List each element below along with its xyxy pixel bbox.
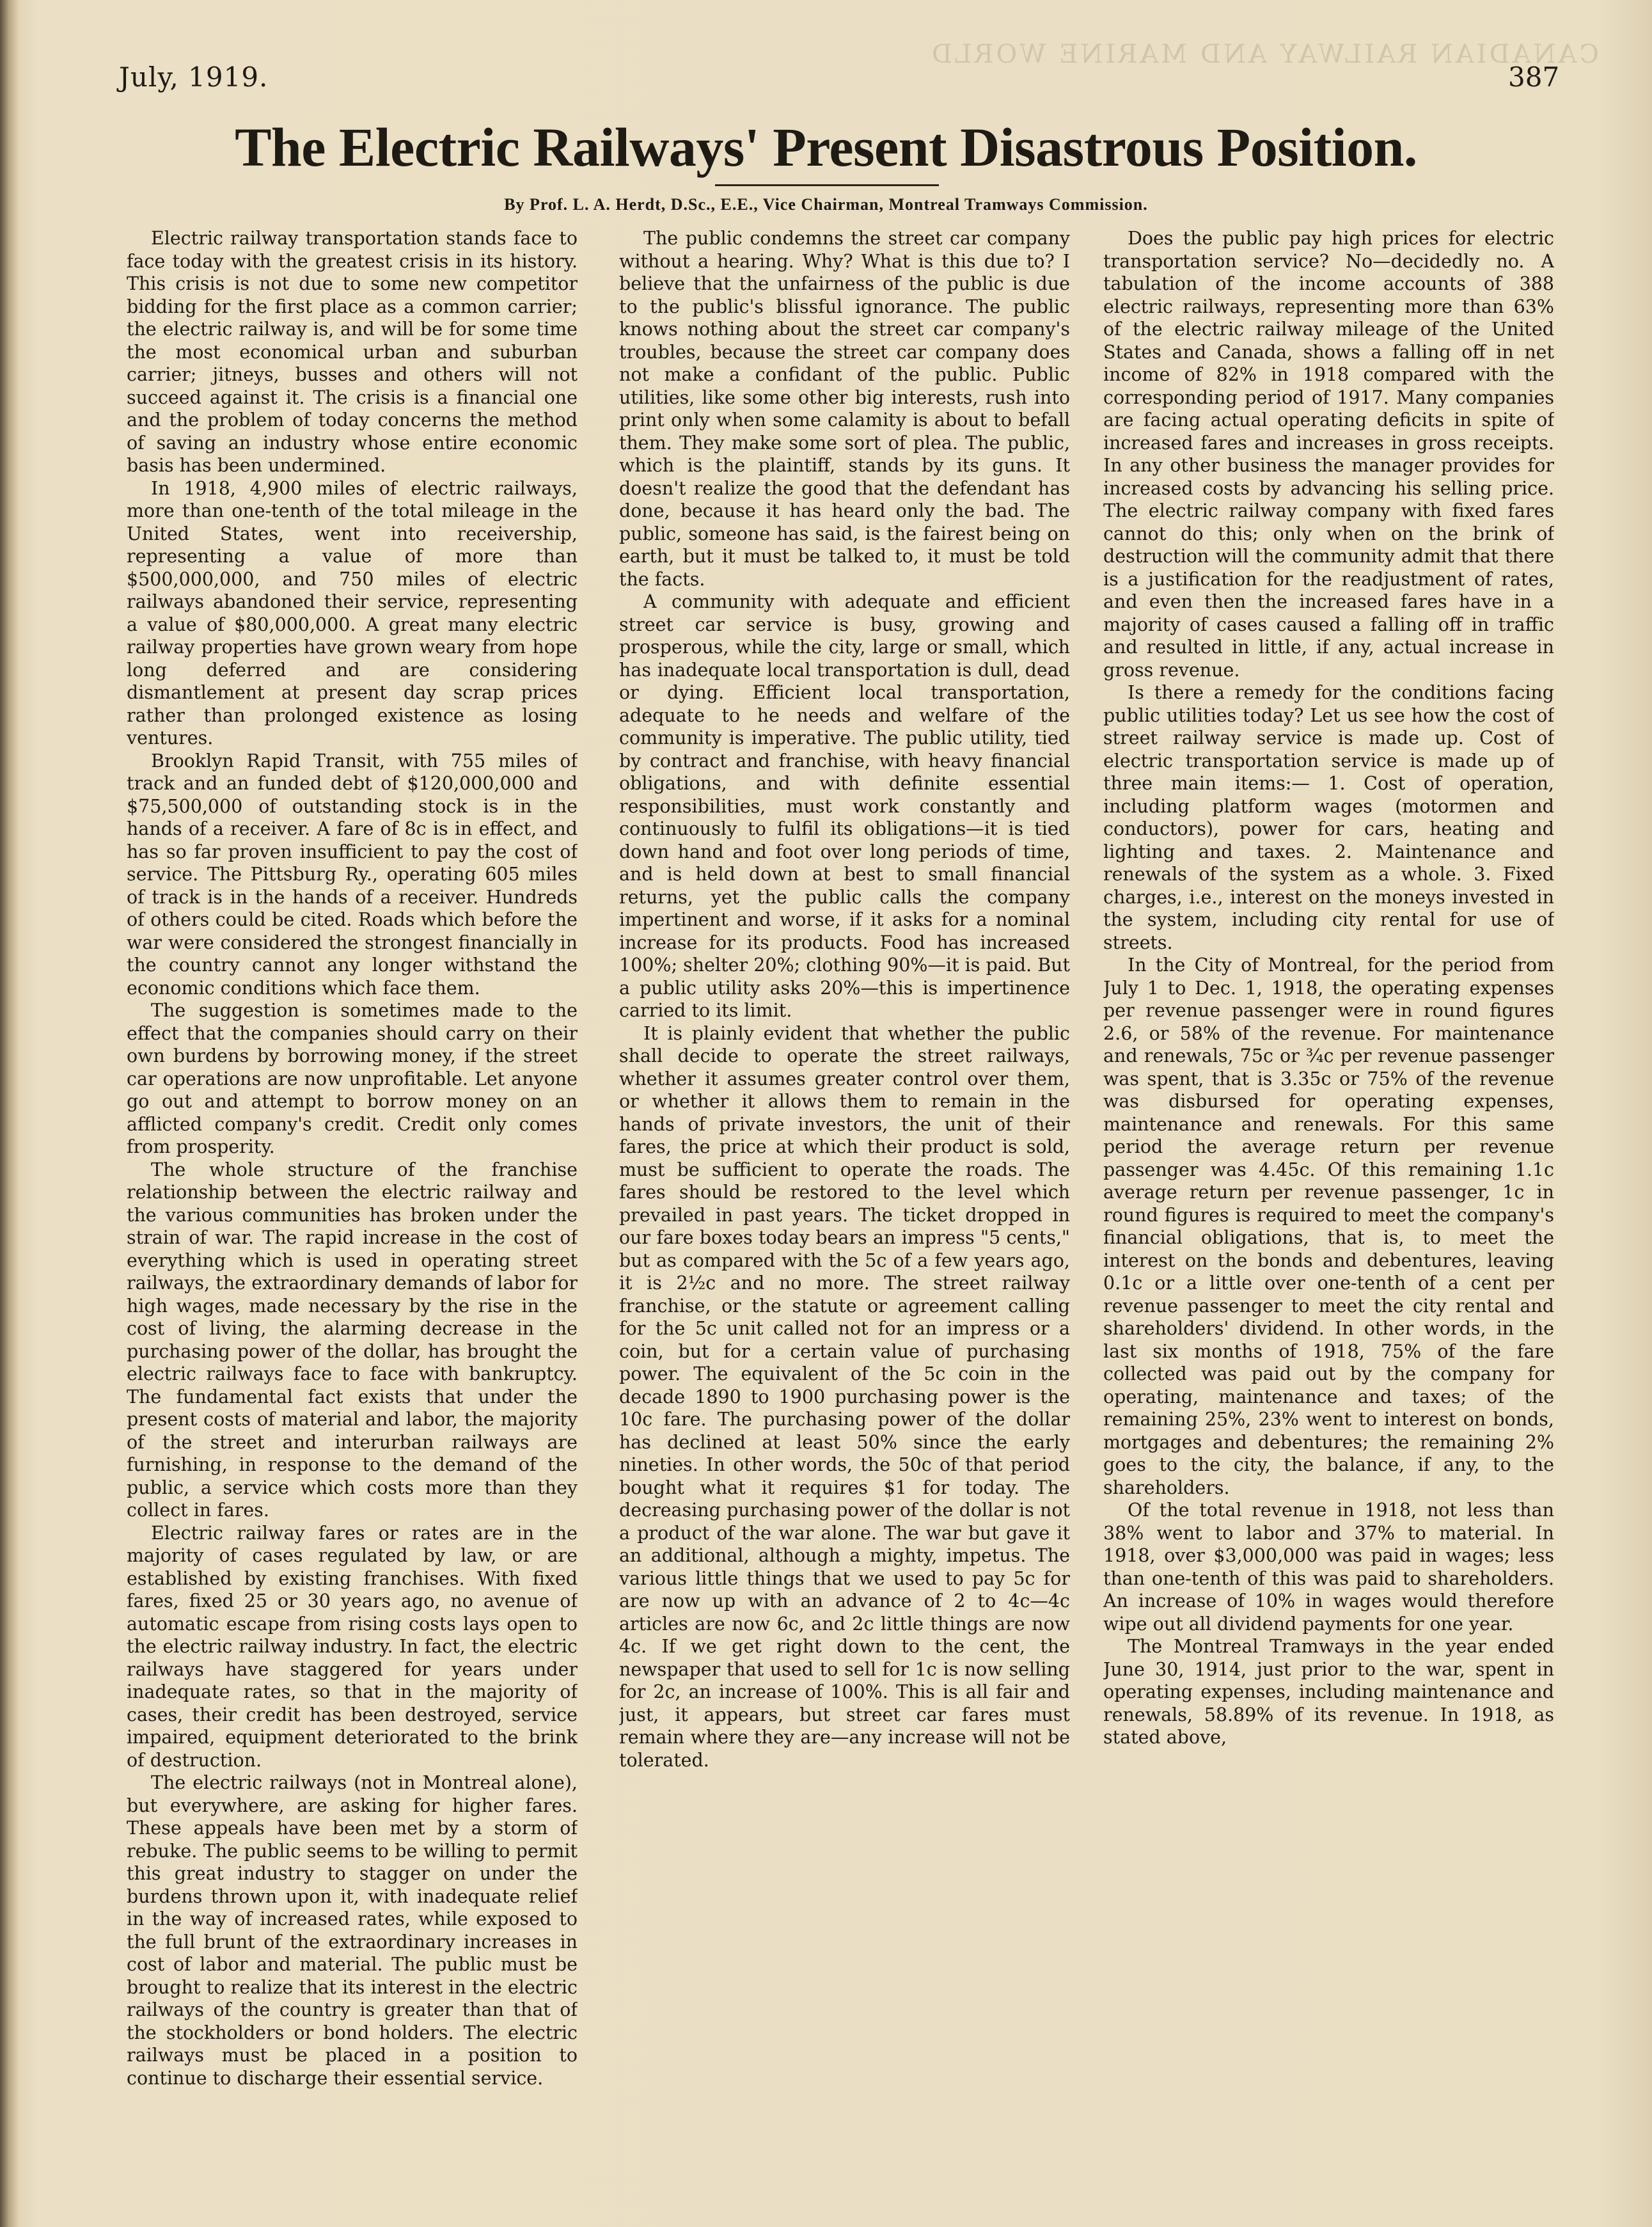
issue-date: July, 1919. — [119, 61, 269, 93]
paragraph: It is plainly evident that whether the public shall decide to operate the street railways, whether it assumes greater control over them, or whether it allows them to remain in the hands of private investors, the unit of their fares, the price at which their product is sold, must be sufficient to operate the roads. The fares should be restored to the level which prevailed in past years. The ticket dropped in our fare boxes today bears an impress "5 cents," but as compared with the 5c of a few years ago, it is 2½c and no more. The street railway franchise, or the statute or agreement calling for the 5c unit called not for an impress or a coin, but for a certain value of purchasing power. The equivalent of the 5c coin in the decade 1890 to 1900 purchasing power is the 10c fare. The purchasing power of the dollar has declined at least 50% since the early nineties. In other words, the 50c of that period bought what it requires $1 for today. The decreasing purchasing power of the dollar is not a product of the war alone. The war but gave it an additional, although a mighty, impetus. The various little things that we used to pay 5c for are now up with an advance of 2 to 4c—4c articles are now 6c, and 2c little things are now 4c. If we get right down to the cent, the newspaper that used to sell for 1c is now selling for 2c, an increase of 100%. This is all fair and just, it appears, but street car fares must remain where they are—any increase will not be tolerated. — [619, 1022, 1070, 1771]
article-byline: By Prof. L. A. Herdt, D.Sc., E.E., Vice Chairman, Montreal Tramways Commission. — [504, 195, 1148, 214]
paragraph: Electric railway fares or rates are in the majority of cases regulated by law, or are established by existing franchises. With fixed fares, fixed 25 or 30 years ago, no avenue of automatic escape from rising costs lays open to the electric railway industry. In fact, the electric railways have staggered for years under inadequate rates, so that in the majority of cases, their credit has been destroyed, service impaired, equipment deteriorated to the brink of destruction. — [127, 1522, 578, 1771]
paragraph: The whole structure of the franchise relationship between the electric railway and the various communities has broken under the strain of war. The rapid increase in the cost of everything which is used in operating street railways, the extraordinary demands of labor for high wages, made necessary by the rise in the cost of living, the alarming decrease in the purchasing power of the dollar, has brought the electric railways face to face with bankruptcy. The fundamental fact exists that under the present costs of material and labor, the majority of the street and interurban railways are furnishing, in response to the demand of the public, a service which costs more than they collect in fares. — [127, 1159, 578, 1521]
paragraph: The suggestion is sometimes made to the effect that the companies should carry on their own burdens by borrowing money, if the street car operations are now unprofitable. Let anyone go out and attempt to borrow money on an afflicted company's credit. Credit only comes from prosperity. — [127, 1000, 578, 1157]
title-rule — [715, 184, 939, 186]
column-3 — [1103, 227, 1554, 2198]
paragraph: Is there a remedy for the conditions facing public utilities today? Let us see how the cost of street railway service is made up. Cost of electric transportation service is made up of three main items:— 1. Cost of operation, including platform wages (motormen and conductors), power for cars, heating and lighting and taxes. 2. Maintenance and renewals of the system as a whole. 3. Fixed charges, i.e., interest on the moneys invested in the system, including city rental for use of streets. — [1103, 682, 1554, 953]
paragraph: In the City of Montreal, for the period from July 1 to Dec. 1, 1918, the operating expenses per revenue passenger were in round figures 2.6, or 58% of the revenue. For maintenance and renewals, 75c or ¾c per revenue passenger was spent, that is 3.35c or 75% of the revenue was disbursed for operating expenses, maintenance and renewals. For this same period the average return per revenue passenger was 4.45c. Of this remaining 1.1c average return per revenue passenger, 1c in round figures is required to meet the company's financial obligations, that is, to meet the interest on the bonds and debentures, leaving 0.1c or a little over one-tenth of a cent per revenue passenger to meet the city rental and shareholders' dividend. In other words, in the last six months of 1918, 75% of the fare collected was paid out by the company for operating, maintenance and taxes; of the remaining 25%, 23% went to interest on bonds, mortgages and debentures; the remaining 2% goes to the city, the balance, if any, to the shareholders. — [1103, 955, 1554, 1498]
paragraph: Electric railway transportation stands face to face today with the greatest crisis in its history. This crisis is not due to some new competitor bidding for the first place as a common carrier; the electric railway is, and will be for some time the most economical urban and suburban carrier; jitneys, busses and others will not succeed against it. The crisis is a financial one and the problem of today concerns the method of saving an industry whose entire economic basis has been undermined. — [127, 228, 578, 476]
paragraph: The electric railways (not in Montreal alone), but everywhere, are asking for higher fares. These appeals have been met by a storm of rebuke. The public seems to be willing to permit this great industry to stagger on under the burdens thrown upon it, with inadequate relief in the way of increased rates, while exposed to the full brunt of the extraordinary increases in cost of labor and material. The public must be brought to realize that its interest in the electric railways of the country is greater than that of the stockholders or bond holders. The electric railways must be placed in a position to continue to discharge their essential service. — [127, 1772, 578, 2089]
paragraph: In 1918, 4,900 miles of electric railways, more than one-tenth of the total mileage in the United States, went into receivership, representing a value of more than $500,000,000, and 750 miles of electric railways abandoned their service, representing a value of $80,000,000. A great many electric railway properties have grown weary from hope long deferred and are considering dismantlement at present day scrap prices rather than prolonged existence as losing ventures. — [127, 477, 578, 749]
paragraph: A community with adequate and efficient street car service is busy, growing and prosperous, while the city, large or small, which has inadequate local transportation is dull, dead or dying. Efficient local transportation, adequate to he needs and welfare of the community is imperative. The public utility, tied by contract and franchise, with heavy financial obligations, and with definite essential responsibilities, must work constantly and continuously to fulfil its obligations—it is tied down hand and foot over long periods of time, and is held down at best to small financial returns, yet the public calls the company impertinent and worse, if it asks for a nominal increase for its products. Food has increased 100%; shelter 20%; clothing 90%—it is paid. But a public utility asks 20%—this is impertinence carried to its limit. — [619, 591, 1070, 1021]
column-1 — [127, 227, 578, 2198]
paragraph: The public condemns the street car company without a hearing. Why? What is this due to? I believe that the unfairness of the public is due to the public's blissful ignorance. The public knows nothing about the street car company's troubles, because the street car company does not make a confidant of the public. Public utilities, like some other big interests, rush into print only when some calamity is about to befall them. They make some sort of plea. The public, which is the plaintiff, stands by its guns. It doesn't realize the good that the defendant has done, because it has heard only the bad. The public, someone has said, is the fairest being on earth, but it must be talked to, it must be told the facts. — [619, 228, 1070, 590]
bleed-through-text: CANADIAN RAILWAY AND MARINE WORLD — [929, 40, 1599, 69]
paragraph: Does the public pay high prices for electric transportation service? No—decidedly no. A tabulation of the income accounts of 388 electric railways, representing more than 63% of the electric railway mileage of the United States and Canada, shows a falling off in net income of 82% in 1918 compared with the corresponding period of 1917. Many companies are facing actual operating deficits in spite of increased fares and increases in gross receipts. In any other business the manager provides for increased costs by advancing his selling price. The electric railway company with fixed fares cannot do this; only when on the brink of destruction will the community admit that there is a justification for the readjustment of rates, and even then the increased fares have in a majority of cases caused a falling off in traffic and resulted in little, if any, actual increase in gross revenue. — [1103, 228, 1554, 681]
column-2 — [619, 227, 1070, 2198]
page-number: 387 — [1508, 61, 1560, 93]
paragraph: The Montreal Tramways in the year ended June 30, 1914, just prior to the war, spent in operating expenses, including maintenance and renewals, 58.89% of its revenue. In 1918, as stated above, — [1103, 1636, 1554, 1748]
article-title: The Electric Railways' Present Disastrous Position. — [235, 116, 1417, 178]
paragraph: Brooklyn Rapid Transit, with 755 miles of track and an funded debt of $120,000,000 and $75,500,000 of outstanding stock is in the hands of a receiver. A fare of 8c is in effect, and has so far proven insufficient to pay the cost of service. The Pittsburg Ry., operating 605 miles of track is in the hands of a receiver. Hundreds of others could be cited. Roads which before the war were considered the strongest financially in the country cannot any longer withstand the economic conditions which face them. — [127, 750, 578, 999]
paragraph: Of the total revenue in 1918, not less than 38% went to labor and 37% to material. In 1918, over $3,000,000 was paid in wages; less than one-tenth of this was paid to shareholders. An increase of 10% in wages would therefore wipe out all dividend payments for one year. — [1103, 1500, 1554, 1635]
